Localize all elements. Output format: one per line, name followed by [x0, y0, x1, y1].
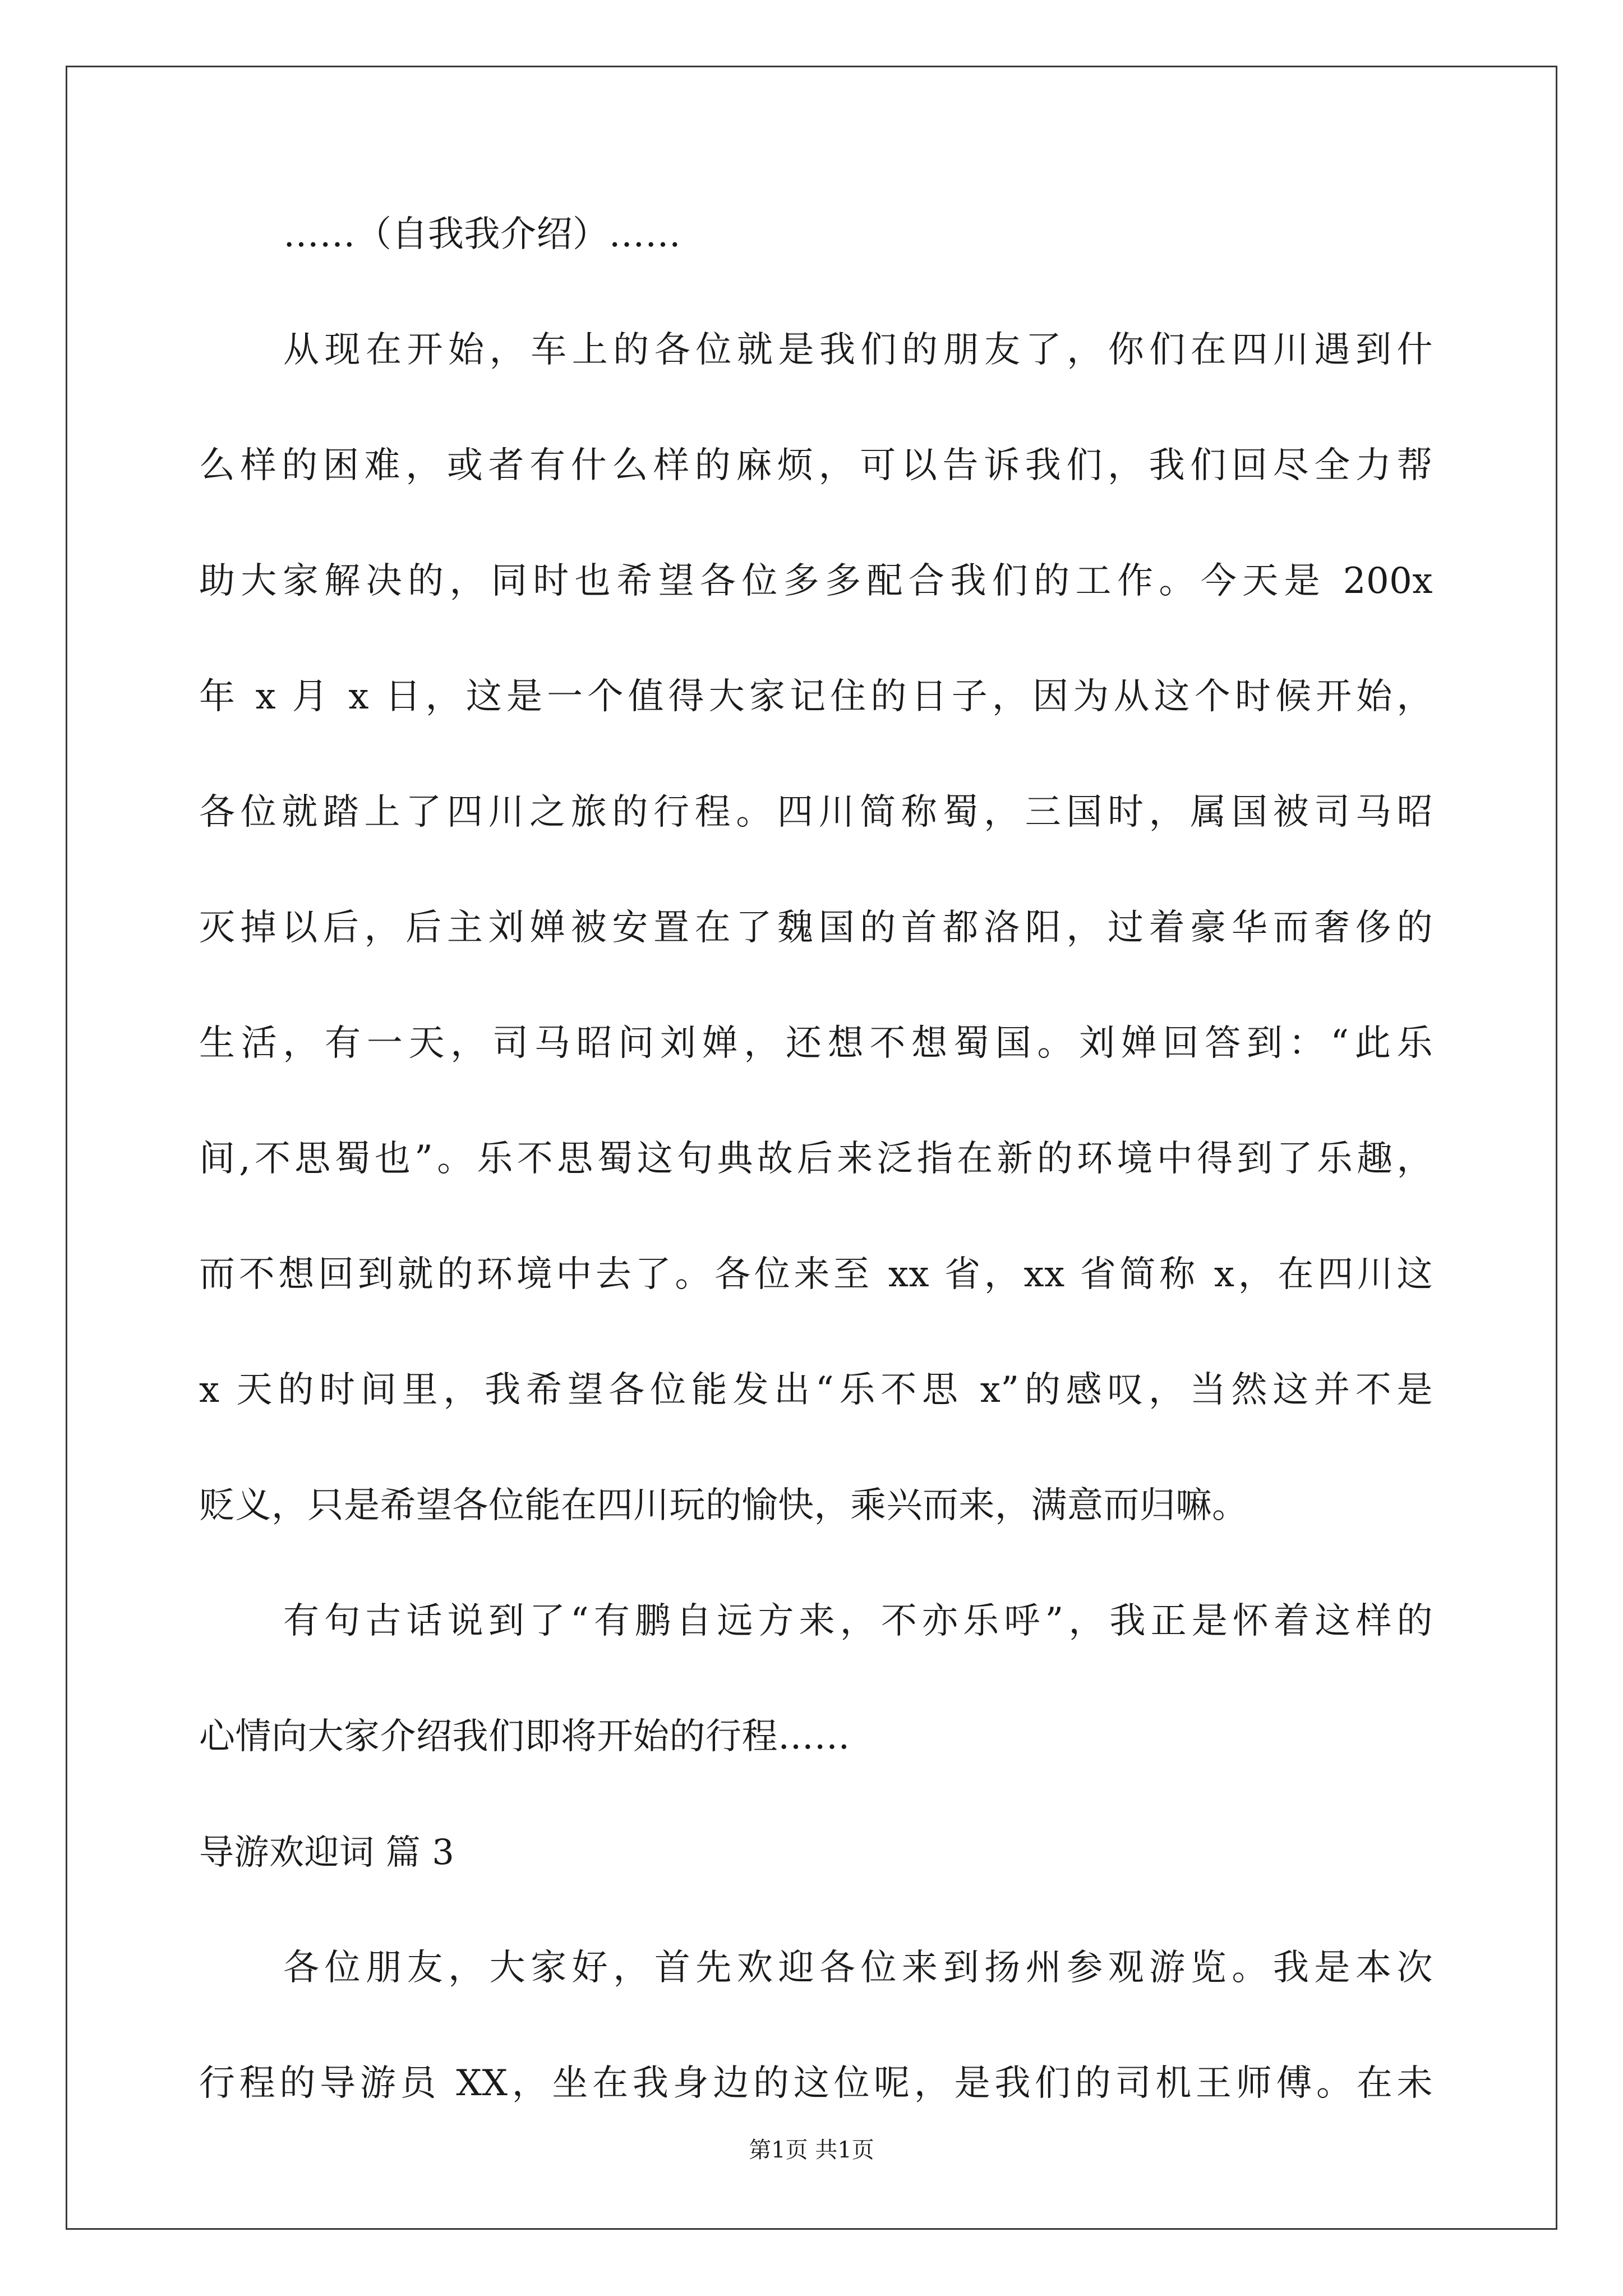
- paragraph-line: 各位朋友，大家好，首先欢迎各位来到扬州参观游览。我是本次: [283, 1947, 1433, 1989]
- paragraph-line: 么样的困难，或者有什么样的麻烦，可以告诉我们，我们回尽全力帮: [199, 445, 1433, 486]
- paragraph-line: 从现在开始，车上的各位就是我们的朋友了，你们在四川遇到什: [283, 329, 1433, 371]
- paragraph-line: 心情向大家介绍我们即将开始的行程……: [199, 1716, 850, 1757]
- paragraph-line: 年 x 月 x 日，这是一个值得大家记住的日子，因为从这个时候开始，: [199, 676, 1433, 717]
- paragraph-line: 助大家解决的，同时也希望各位多多配合我们的工作。今天是 200x: [199, 560, 1433, 602]
- section-heading: 导游欢迎词 篇 3: [199, 1832, 455, 1872]
- paragraph-line: x 天的时间里，我希望各位能发出“乐不思 x”的感叹，当然这并不是: [199, 1369, 1433, 1411]
- paragraph-line: ……（自我我介绍）……: [283, 214, 681, 255]
- paragraph-line: 生活，有一天，司马昭问刘婵，还想不想蜀国。刘婵回答到：“此乐: [199, 1023, 1433, 1064]
- page-number-footer: 第1页 共1页: [749, 2137, 874, 2163]
- paragraph-line: 有句古话说到了“有鹏自远方来，不亦乐呼”，我正是怀着这样的: [283, 1600, 1433, 1642]
- paragraph-line: 行程的导游员 XX，坐在我身边的这位呢，是我们的司机王师傅。在未: [199, 2063, 1433, 2104]
- paragraph-line: 而不想回到就的环境中去了。各位来至 xx 省，xx 省简称 x，在四川这: [199, 1254, 1433, 1295]
- paragraph-line: 灭掉以后，后主刘婵被安置在了魏国的首都洛阳，过着豪华而奢侈的: [199, 907, 1433, 949]
- paragraph-line: 贬义，只是希望各位能在四川玩的愉快，乘兴而来，满意而归嘛。: [199, 1485, 1248, 1526]
- paragraph-line: 各位就踏上了四川之旅的行程。四川简称蜀，三国时，属国被司马昭: [199, 792, 1433, 833]
- paragraph-line: 间,不思蜀也”。乐不思蜀这句典故后来泛指在新的环境中得到了乐趣，: [199, 1138, 1433, 1180]
- document-body: [199, 208, 1433, 2172]
